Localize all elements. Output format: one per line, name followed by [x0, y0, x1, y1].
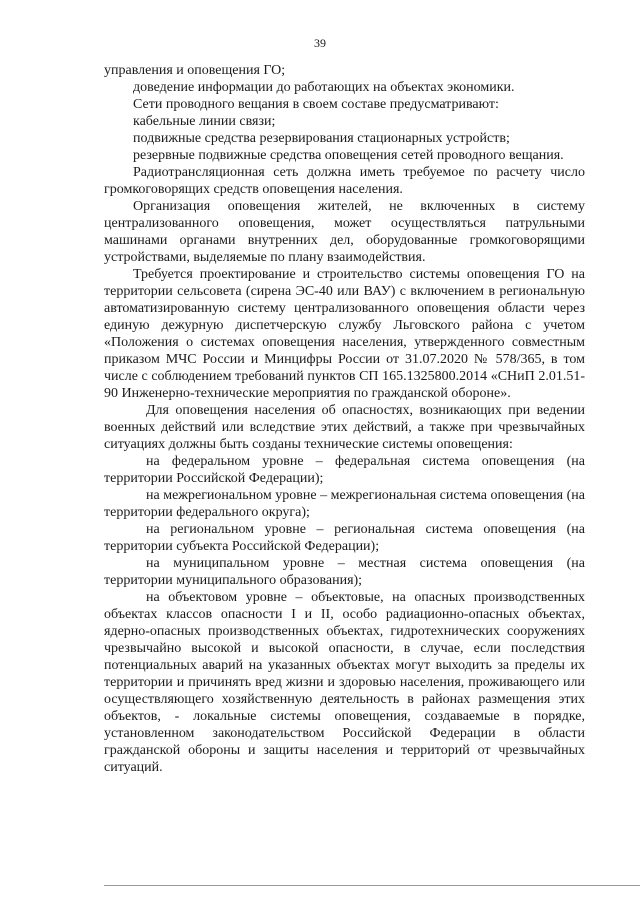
paragraph-6: резервные подвижные средства оповещения сетей проводного вещания.	[133, 148, 564, 163]
document-body	[104, 62, 585, 776]
paragraph-7: Радиотрансляционная сеть должна иметь требуемое по расчету число громкоговорящих средств оповещения населения.	[104, 165, 585, 197]
paragraph-4: кабельные линии связи;	[133, 114, 276, 129]
paragraph-2: доведение информации до работающих на объектах экономики.	[133, 80, 515, 95]
page-number: 39	[314, 36, 326, 50]
paragraph-14: на муниципальном уровне – местная система оповещения (на территории муниципального образования);	[104, 556, 585, 588]
paragraph-11: на федеральном уровне – федеральная система оповещения (на территории Российской Федерации);	[104, 454, 585, 486]
paragraph-12: на межрегиональном уровне – межрегиональная система оповещения (на территории федерального округа);	[104, 488, 585, 520]
paragraph-10: Для оповещения населения об опасностях, возникающих при ведении военных действий или вследствие этих действий, а также при чрезвычайных ситуациях должны быть созданы технические системы оповещения:	[104, 403, 585, 452]
paragraph-9: Требуется проектирование и строительство системы оповещения ГО на территории сельсовета (сирена ЭС-40 или ВАУ) с включением в региональную автоматизированную систему централизованного оповещения области через единую дежурную диспетчерскую службу Льговского района с учетом «Положения о системах оповещения населения, утвержденного совместным приказом МЧС России и Минцифры России от 31.07.2020 № 578/365, в том числе с соблюдением требований пунктов СП 165.1325800.2014 «СНиП 2.01.51-90 Инженерно-технические мероприятия по гражданской обороне».	[104, 267, 585, 401]
paragraph-3: Сети проводного вещания в своем составе предусматривают:	[133, 97, 499, 112]
paragraph-15: на объектовом уровне – объектовые, на опасных производственных объектах классов опасности I и II, особо радиационно-опасных объектах, ядерно-опасных производственных объектах, гидротехнических сооружениях чрезвычайно высокой и высокой опасности, в случае, если последствия потенциальных аварий на указанных объектах могут выходить за пределы их территории и причинять вред жизни и здоровью населения, проживающего или осуществляющего хозяйственную деятельность в районах размещения этих объектов, - локальные системы оповещения, создаваемые в порядке, установленном законодательством Российской Федерации в области гражданской обороны и защиты населения и территорий от чрезвычайных ситуаций.	[104, 590, 585, 775]
bottom-rule	[104, 885, 640, 886]
paragraph-13: на региональном уровне – региональная система оповещения (на территории субъекта Российской Федерации);	[104, 522, 585, 554]
paragraph-5: подвижные средства резервирования стационарных устройств;	[133, 131, 510, 146]
paragraph-8: Организация оповещения жителей, не включенных в систему централизованного оповещения, может осуществляться патрульными машинами органами внутренних дел, оборудованные громкоговорящими устройствами, выделяемые по плану взаимодействия.	[104, 199, 585, 265]
paragraph-1: управления и оповещения ГО;	[104, 63, 286, 78]
